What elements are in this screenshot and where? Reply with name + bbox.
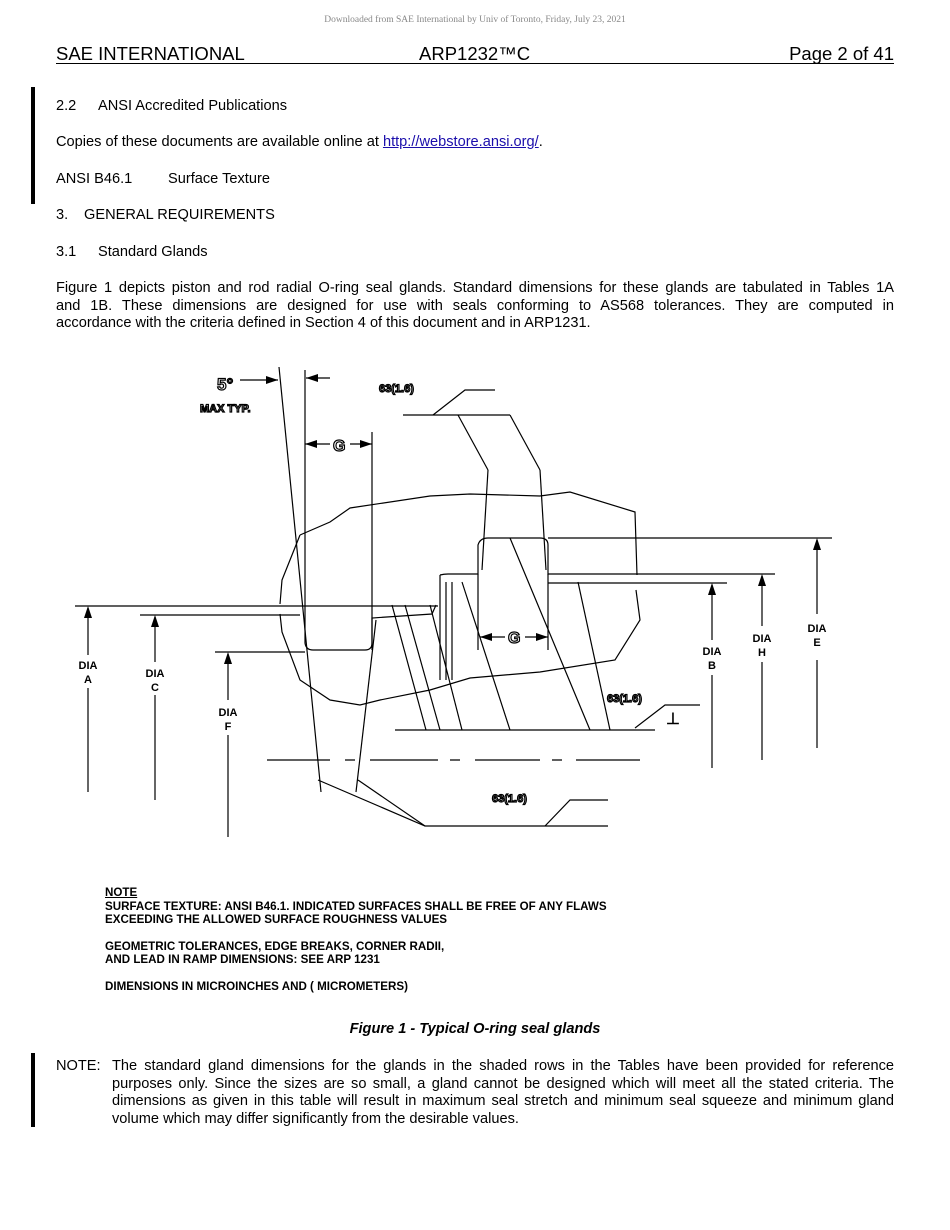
note-label: NOTE: <box>56 1058 101 1074</box>
finish-leader <box>433 390 495 415</box>
availability-text: Copies of these documents are available online at <box>56 134 383 150</box>
finish-leader <box>545 800 608 826</box>
g-label: G <box>508 630 521 647</box>
finish-leader <box>482 470 488 570</box>
dia-a-label-letter: A <box>84 674 92 686</box>
section-3-title: GENERAL REQUIREMENTS <box>84 207 275 223</box>
max-typ-label: MAX TYP. <box>200 403 251 415</box>
header-doc-id: ARP1232™C <box>419 43 531 64</box>
housing-outline <box>300 492 637 575</box>
notes-line: EXCEEDING THE ALLOWED SURFACE ROUGHNESS VALUES <box>105 913 448 926</box>
dia-e-label-word: DIA <box>807 623 827 635</box>
availability-period: . <box>538 134 543 150</box>
finish-leader <box>458 415 488 470</box>
header-org: SAE INTERNATIONAL <box>56 43 245 64</box>
note-line: The standard gland dimensions for the glands in the shaded rows in the Tables have been provided for reference <box>112 1058 894 1074</box>
body-line: and 1B. These dimensions are designed for use with seals conforming to AS568 tolerances. They are computed in <box>56 297 894 314</box>
figure-caption: Figure 1 - Typical O-ring seal glands <box>349 1021 601 1037</box>
section-3-number: 3. <box>56 207 69 223</box>
dia-f-label-word: DIA <box>218 707 238 719</box>
hatch-line <box>510 538 590 730</box>
notes-line: DIMENSIONS IN MICROINCHES AND ( MICROMETERS) <box>105 979 408 993</box>
change-bar <box>31 1053 35 1127</box>
dia-b-label-letter: B <box>708 660 716 672</box>
reference-code: ANSI B46.1 <box>56 171 133 187</box>
download-notice: Downloaded from SAE International by Univ of Toronto, Friday, July 23, 2021 <box>324 15 626 25</box>
section-2-2-title: ANSI Accredited Publications <box>98 98 288 114</box>
section-2-2-number: 2.2 <box>56 98 77 114</box>
dia-e-label-letter: E <box>813 637 821 649</box>
ansi-webstore-link[interactable]: http://webstore.ansi.org/ <box>382 134 539 150</box>
note-line: purposes only. Since the sizes are so small, a gland cannot be designed which will meet all the stated criteria. The <box>112 1075 894 1092</box>
hatch-line <box>578 582 610 730</box>
g-label: G <box>333 438 346 455</box>
dia-b-label-word: DIA <box>702 646 722 658</box>
draft-line <box>279 367 321 792</box>
section-3-1-title: Standard Glands <box>98 244 208 260</box>
finish-leader <box>318 780 608 826</box>
note-line: dimensions as given in this table will result in maximum seal stretch and minimum seal squeeze and minimum gland <box>112 1093 894 1109</box>
piston-groove <box>305 605 436 650</box>
section-3-1-number: 3.1 <box>56 244 77 260</box>
body-line: Figure 1 depicts piston and rod radial O-ring seal glands. Standard dimensions for these glands are tabulated in Tables 1A <box>56 280 894 296</box>
note-line: volume which may differ significantly from the desirable values. <box>112 1110 519 1127</box>
notes-heading: NOTE <box>105 886 138 899</box>
rod-groove <box>440 538 775 575</box>
finish-leader <box>510 415 540 470</box>
finish-label: 63(1.6) <box>492 793 527 805</box>
finish-leader <box>540 470 546 570</box>
dia-f-label-letter: F <box>224 721 232 733</box>
finish-label: 63(1.6) <box>607 693 642 705</box>
header-rule <box>56 63 894 64</box>
hatch-line <box>462 582 510 730</box>
dia-c-label-letter: C <box>151 682 159 694</box>
availability-sentence <box>56 134 543 152</box>
notes-line: SURFACE TEXTURE: ANSI B46.1. INDICATED SURFACES SHALL BE FREE OF ANY FLAWS <box>105 899 607 913</box>
perpendicularity-symbol: ⊥ <box>666 711 680 728</box>
dia-c-label-word: DIA <box>145 668 165 680</box>
body-line: accordance with the criteria defined in Section 4 of this document and in ARP1231. <box>56 315 591 331</box>
dia-h-label-letter: H <box>758 647 766 659</box>
note-text <box>112 1058 894 1128</box>
finish-leader <box>358 780 425 826</box>
header-page-number: Page 2 of 41 <box>789 43 894 64</box>
hatch-line <box>392 605 426 730</box>
angle-label: 5° <box>217 375 234 394</box>
rod-break <box>280 590 640 705</box>
section-3-1-body <box>56 280 894 333</box>
figure-notes <box>105 886 607 993</box>
finish-label: 63(1.6) <box>379 383 414 395</box>
draft-line <box>356 620 376 792</box>
reference-title: Surface Texture <box>168 171 270 187</box>
notes-line: GEOMETRIC TOLERANCES, EDGE BREAKS, CORNER RADII, <box>105 939 445 953</box>
notes-line: AND LEAD IN RAMP DIMENSIONS: SEE ARP 1231 <box>105 953 380 966</box>
oring-gland-drawing <box>0 350 950 860</box>
dia-h-label-word: DIA <box>752 633 772 645</box>
dia-a-label-word: DIA <box>78 660 98 672</box>
change-bar <box>31 87 35 204</box>
